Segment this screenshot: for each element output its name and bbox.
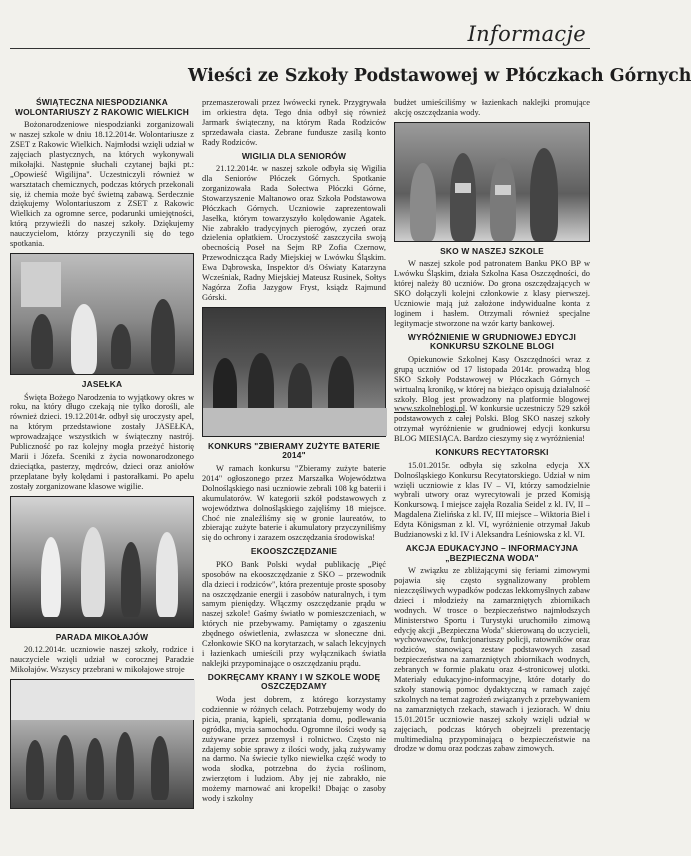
- article-text: 20.12.2014r. uczniowie naszej szkoły, rodzice i nauczyciele wzięli udział w corocznej Paradzie Mikołajów. Wszyscy przebrani w mikołajowe stroje: [10, 645, 194, 675]
- photo-sko-students: [394, 122, 590, 242]
- text-span: . W konkursie uczestniczy 529 szkół podstawowych z całej Polski. Blog SKO naszej szkoły otrzymał wyróżnienie w grudniowej edycji konkursu BLOG MIESIĄCA. Bardzo cieszymy się z wyróżnienia!: [394, 404, 590, 444]
- header-rule: [10, 48, 590, 49]
- article-title: EKOOSZCZĘDZANIE: [250, 546, 338, 557]
- article-text: Woda jest dobrem, z którego korzystamy codziennie w różnych celach. Potrzebujemy wody do picia, prania, kąpieli, sprzątania domu, podlewania ogródka, mycia samochodu. Ogromne ilości wody są zużywane przez przemysł i rolnictwo. Często nie zdajemy sobie sprawy z ilości wody, jaką zużywamy na darmo. Na świecie tylko niewielka część wody to woda słodka, potrzebna do życia roślinom, zwierzętom i ludziom. Aby jej nie zabrakło, nie możemy marnować ani kropelki! Dbając o zasoby wody i szkolny: [202, 695, 386, 804]
- article-text: Bożonarodzeniowe niespodzianki zorganizowali w naszej szkole w dniu 18.12.2014r. Wolontariusze z ZSET z Rakowic Wielkich. Najmłodsi wzięli udział w zajęciach plastycznych, na których wykonywali mikołajki. Następnie słuchali czytanej bajki pt.: „Opowieść Wigilijna". Uczestniczyli również w warsztatach chemicznych, podczas których przekonali się, iż chemia może być świetną zabawą. Serdecznie dziękujemy Wolontariuszom z ZSET z Rakowic Wielkich za ogromne serce, podarunki umiejętności, którą przywieźli do naszej szkoły. Dziękujemy nauczycielom, którzy przyczynili się do tego spotkania.: [10, 120, 194, 249]
- article-text: W naszej szkole pod patronatem Banku PKO BP w Lwówku Śląskim, działa Szkolna Kasa Oszczędności, do której należy 80 uczniów. Do grona oszczędzających w SKO dołączyli kolejni członkowie z klasy pierwszej. Uczniowie mają już założone indywidualne konta z loginem i hasłem. Otrzymali również specjalne legitymacje stworzone na wzór karty bankowej.: [394, 259, 590, 328]
- article-text: Święta Bożego Narodzenia to wyjątkowy okres w roku, na który długo czekają nie tylko dorośli, ale również dzieci. 19.12.2014r. odbył się uroczysty apel, na którym przedstawione zostały JASEŁKA, wprowadzające wszystkich w świąteczny nastrój. Publiczność po raz kolejny mogła przeżyć historię Marii i Józefa. Sceniki z życia nowonarodzonego dzieciątka, pasterzy, mędrców, dzieci oraz aniołów przeplatane były kolędami i pastorałkami. Po apelu zostały zorganizowane klasowe wigilie.: [10, 392, 194, 491]
- article-text: [394, 355, 590, 444]
- article-text: budżet umieściliśmy w łazienkach naklejki promujące akcję oszczędzania wody.: [394, 98, 590, 117]
- article-text: W ramach konkursu "Zbieramy zużyte baterie 2014" ogłoszonego przez Marszałka Województwa Dolnośląskiego nasi uczniowie zebrali 108 kg baterii i akumulatorów. W kategorii szkół podstawowych z województwa dolnośląskiego zajęliśmy 18 miejsce. Choć nie znaleźliśmy się w gronie laureatów, to zbierając zużyte baterie i akumulatory przyczyniliśmy się do ochrony i zarazem oszczędzania środowiska!: [202, 464, 386, 543]
- section-tag: Informacje: [467, 22, 586, 46]
- article-text: PKO Bank Polski wydał publikację „Pięć sposobów na ekooszczędzanie z SKO – przewodnik dla dzieci i rodziców", która prezentuje proste sposoby na oszczędzanie energii i zasobów naturalnych, i tym samym pieniędzy. Włączmy oszczędzanie prądu w naszej szkole! Gaśmy światło w pomieszczeniach, w których nie przebywamy. Pamiętamy o zgaszeniu zbędnego oświetlenia, zwłaszcza w słoneczne dni. Członkowie SKO na korytarzach, w salach lekcyjnych i łazienkach umieścili przy wyłącznikach światła naklejki przypominające o oszczędzaniu prądu.: [202, 559, 386, 668]
- article-title: PARADA MIKOŁAJÓW: [55, 631, 149, 642]
- column-3: [394, 98, 590, 846]
- column-1: [10, 98, 194, 846]
- photo-santa-parade: [10, 679, 194, 809]
- article-title: JASEŁKA: [81, 378, 123, 389]
- article-title: WIGILIA DLA SENIORÓW: [241, 150, 347, 161]
- article-text: 21.12.2014r. w naszej szkole odbyła się Wigilia dla Seniorów Płóczek Górnych. Spotkanie zorganizowała Rada Sołectwa Płóczki Górne, Stowarzyszenie Maltanowo oraz Szkoła Podstawowa Płóczkach Górnych. Uczniowie zaprezentowali Jasełka, którym towarzyszyło kolędowanie Agatek. Nie zabrakło tradycyjnych pierogów, zyczeń oraz dzielenia opłatkiem. Uroczystość zaszczyciła swoją obecnością Poseł na Sejm RP Zofia Czernow, Przewodnicząca Rady Miejskiej w Lwówku Śląskim. Ewa Dąbrowska, Inspektor d/s Oświaty Katarzyna Wcześniak, Radny Miejskiej Mateusz Rusinek, Sołtys Nagórza Zofia Jazygow Fryst, ksiądz Rajmund Górski.: [202, 164, 386, 302]
- article-title: ŚWIĄTECZNA NIESPODZIANKA WOLONTARIUSZY Z RAKOWIC WIELKICH: [14, 97, 190, 117]
- article-title: DOKRĘCAMY KRANY I W SZKOLE WODĘ OSZCZĘDZAMY: [207, 671, 381, 692]
- page-title: Wieści ze Szkoły Podstawowej w Płóczkach Górnych: [188, 66, 691, 86]
- article-title: KONKURS RECYTATORSKI: [435, 447, 549, 458]
- article-text: W związku ze zbliżającymi się feriami zimowymi pojawia się często sygnalizowany problem niezczęśliwych wypadków podczas lekkomyślnych zabaw dzieci i młodzieży na zamarzniętych zbiornikach wodnych. W trosce o bezpieczeństwo najmłodszych Ministerstwo Sportu i Turystyki uruchomiło zimową edycję akcji „Bezpieczna Woda" skierowaną do uczycieli, wychowawców, funkcjonariuszy policji, ratowników oraz rodziców, stanowiącą zestaw podstawowych zasad bezpieczeństwa na zamarzniętych zbiornikach wodnych, zebranych w formie plakatu oraz 4-stronicowej ulotki. Materiały edukacyjno-informacyjne, które dotarły do szkoły stanowią pomoc dydaktyczną w ramach zajęć szkolnych na temat zagrożeń związanych z przebywaniem na zamarzniętych rzekach, stawach i jeziorach. W dniu 15.01.2015r uczniowie naszej szkoły wzięli udział w zajęciach, podczas których obejrzeli prezentację multimedialną przypominającą o bezpieczeństwie na drodze w domu oraz podczas zabaw zimowych.: [394, 566, 590, 754]
- article-title: SKO W NASZEJ SZKOLE: [440, 245, 544, 256]
- article-text: 15.01.2015r. odbyła się szkolna edycja XX Dolnośląskiego Konkursu Recytatorskiego. Udział w nim wzięli uczniowie z klas IV – VI, którzy samodzielnie wybrali utwory oraz wyrecytowali je przed Komisją Konkursową. I miejsce zajęła Rozalia Seidel z kl. IV, II – Magdalena Zielińska z kl. IV, III miejsce – Wiktoria Biel i Edyta Königsman z kl. VI, wyróżnienie otrzymał Jakub Budzianowski z kl. IV i Aleksandra Leśniowska z kl. VI.: [394, 460, 590, 540]
- article-title: KONKURS "ZBIERAMY ZUŻYTE BATERIE 2014": [208, 440, 380, 461]
- photo-nativity-play: [10, 496, 194, 628]
- article-title: WYRÓŻNIENIE W GRUDNIOWEJ EDYCJI KONKURSU SZKOLNE BLOGI: [407, 331, 577, 352]
- text-span: Opiekunowie Szkolnej Kasy Oszczędności wraz z grupą uczniów od 17 listopada 2014r. prowadzą blog SKO Szkoły Podstawowej w Płóczkach Górnych – wirtualną kronikę, w której na bieżąco opisują działalność szkoły. Blog jest prowadzony na platformie blogowej: [394, 354, 590, 404]
- article-title: AKCJA EDUKACYJNO – INFORMACYJNA „BEZPIECZNA WODA": [405, 542, 579, 563]
- article-text: przemaszerowali przez lwówecki rynek. Przygrywała im orkiestra dęta. Tego dnia odbył się również Jarmark świąteczny, na którym Rada Rodziców sprzedawała ciasta. Zebrane fundusze zasilą konto Rady Rodziców.: [202, 98, 386, 147]
- photo-workshop: [10, 253, 194, 375]
- photo-senior-christmas-eve: [202, 307, 386, 437]
- blog-link[interactable]: www.szkolneblogi.pl: [394, 404, 466, 414]
- column-2: [202, 98, 386, 846]
